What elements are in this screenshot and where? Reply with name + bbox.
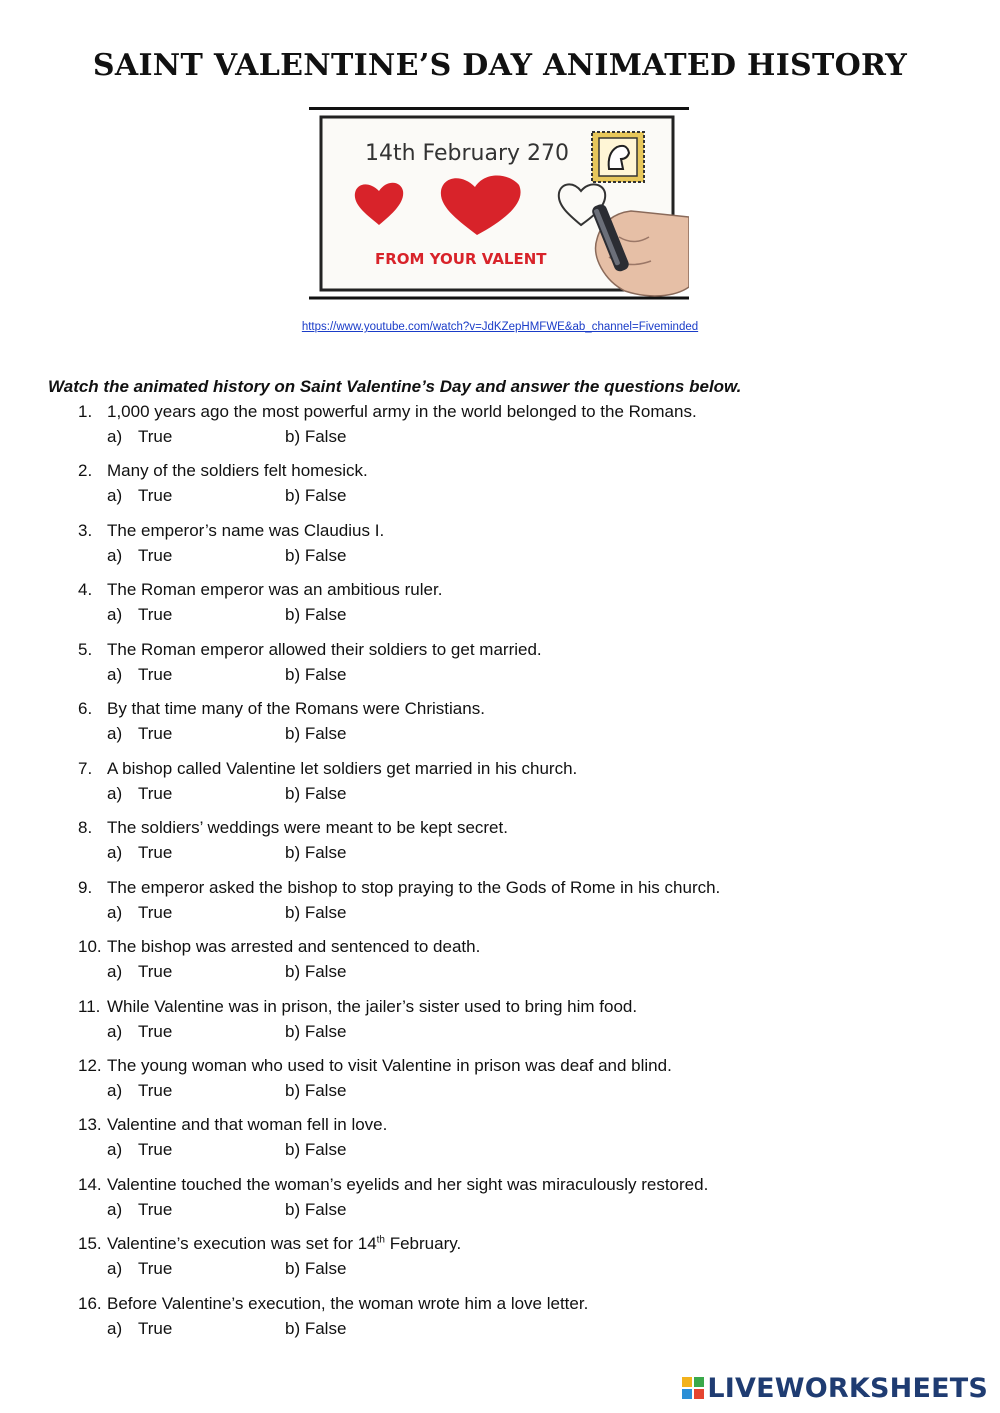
question-text: A bishop called Valentine let soldiers get married in his church. <box>107 759 578 778</box>
question-item <box>0 818 1000 874</box>
question-item <box>0 759 1000 815</box>
question-number: 13. <box>78 1115 102 1134</box>
option-false[interactable]: b) False <box>285 962 347 981</box>
video-link[interactable]: https://www.youtube.com/watch?v=JdKZepHMFWE&ab_channel=Fiveminded <box>301 321 699 333</box>
option-a-letter: a) <box>107 903 123 922</box>
question-item <box>0 878 1000 934</box>
option-a-letter: a) <box>107 1259 123 1278</box>
option-a-letter: a) <box>107 843 123 862</box>
question-number: 16. <box>78 1294 102 1313</box>
option-a-letter: a) <box>107 1319 123 1338</box>
option-a-letter: a) <box>107 605 123 624</box>
option-false[interactable]: b) False <box>285 1200 347 1219</box>
option-false[interactable]: b) False <box>285 427 347 446</box>
question-item <box>0 640 1000 696</box>
question-number: 4. <box>78 580 93 599</box>
liveworksheets-footer[interactable] <box>682 1373 988 1403</box>
option-false[interactable]: b) False <box>285 546 347 565</box>
question-number: 7. <box>78 759 93 778</box>
question-item <box>0 1234 1000 1290</box>
valentine-video-thumbnail[interactable] <box>309 107 689 300</box>
question-number: 3. <box>78 521 93 540</box>
question-text: The emperor asked the bishop to stop praying to the Gods of Rome in his church. <box>107 878 721 897</box>
question-item <box>0 580 1000 636</box>
option-true[interactable]: True <box>138 486 173 505</box>
option-false[interactable]: b) False <box>285 1081 347 1100</box>
question-item <box>0 1115 1000 1171</box>
option-a-letter: a) <box>107 1081 123 1100</box>
option-a-letter: a) <box>107 1022 123 1041</box>
question-number: 1. <box>78 402 93 421</box>
option-a-letter: a) <box>107 546 123 565</box>
option-false[interactable]: b) False <box>285 1319 347 1338</box>
option-false[interactable]: b) False <box>285 1140 347 1159</box>
instructions-text: Watch the animated history on Saint Valentine’s Day and answer the questions below. <box>48 377 742 396</box>
option-true[interactable]: True <box>138 1081 173 1100</box>
question-text: The soldiers’ weddings were meant to be kept secret. <box>107 818 508 837</box>
question-text <box>107 1234 461 1254</box>
option-true[interactable]: True <box>138 1140 173 1159</box>
option-false[interactable]: b) False <box>285 1259 347 1278</box>
question-number: 8. <box>78 818 93 837</box>
option-true[interactable]: True <box>138 962 173 981</box>
question-number: 14. <box>78 1175 102 1194</box>
question-text: The emperor’s name was Claudius I. <box>107 521 385 540</box>
question-text: Valentine and that woman fell in love. <box>107 1115 388 1134</box>
option-false[interactable]: b) False <box>285 724 347 743</box>
option-true[interactable]: True <box>138 724 173 743</box>
question-text: The Roman emperor allowed their soldiers to get married. <box>107 640 542 659</box>
option-a-letter: a) <box>107 486 123 505</box>
option-true[interactable]: True <box>138 427 173 446</box>
option-true[interactable]: True <box>138 665 173 684</box>
valentine-card-illustration <box>309 107 689 300</box>
question-text-after: February. <box>385 1234 462 1253</box>
option-a-letter: a) <box>107 665 123 684</box>
option-false[interactable]: b) False <box>285 486 347 505</box>
option-true[interactable]: True <box>138 1200 173 1219</box>
stamp-icon <box>592 132 644 182</box>
question-number: 5. <box>78 640 93 659</box>
option-true[interactable]: True <box>138 903 173 922</box>
question-item <box>0 937 1000 993</box>
question-number: 2. <box>78 461 93 480</box>
question-item <box>0 699 1000 755</box>
question-item <box>0 521 1000 577</box>
question-number: 10. <box>78 937 102 956</box>
question-text: While Valentine was in prison, the jailer’s sister used to bring him food. <box>107 997 638 1016</box>
question-number: 15. <box>78 1234 102 1253</box>
option-false[interactable]: b) False <box>285 784 347 803</box>
question-number: 9. <box>78 878 93 897</box>
question-text: By that time many of the Romans were Christians. <box>107 699 485 718</box>
question-text: 1,000 years ago the most powerful army in the world belonged to the Romans. <box>107 402 697 421</box>
option-a-letter: a) <box>107 427 123 446</box>
option-true[interactable]: True <box>138 546 173 565</box>
question-text-main: Valentine’s execution was set for 14 <box>107 1234 377 1253</box>
option-true[interactable]: True <box>138 605 173 624</box>
option-true[interactable]: True <box>138 1259 173 1278</box>
option-a-letter: a) <box>107 1140 123 1159</box>
option-a-letter: a) <box>107 784 123 803</box>
option-true[interactable]: True <box>138 843 173 862</box>
option-true[interactable]: True <box>138 1319 173 1338</box>
question-item <box>0 997 1000 1053</box>
option-false[interactable]: b) False <box>285 665 347 684</box>
option-false[interactable]: b) False <box>285 843 347 862</box>
question-number: 12. <box>78 1056 102 1075</box>
question-item <box>0 402 1000 458</box>
option-a-letter: a) <box>107 962 123 981</box>
question-text: The Roman emperor was an ambitious ruler. <box>107 580 443 599</box>
liveworksheets-brand: LIVEWORKSHEETS <box>707 1372 988 1404</box>
question-item <box>0 1294 1000 1350</box>
option-false[interactable]: b) False <box>285 1022 347 1041</box>
question-item <box>0 1175 1000 1231</box>
page-title: SAINT VALENTINE’S DAY ANIMATED HISTORY <box>92 48 908 83</box>
option-false[interactable]: b) False <box>285 903 347 922</box>
option-true[interactable]: True <box>138 1022 173 1041</box>
question-text: Valentine touched the woman’s eyelids and her sight was miraculously restored. <box>107 1175 709 1194</box>
question-text: The bishop was arrested and sentenced to death. <box>107 937 481 956</box>
question-item <box>0 1056 1000 1112</box>
card-date-text: 14th February 270 <box>365 141 570 166</box>
question-text: Before Valentine’s execution, the woman wrote him a love letter. <box>107 1294 589 1313</box>
question-item <box>0 461 1000 517</box>
question-number: 11. <box>78 997 101 1016</box>
liveworksheets-logo-icon <box>682 1377 704 1399</box>
question-number: 6. <box>78 699 93 718</box>
option-false[interactable]: b) False <box>285 605 347 624</box>
card-from-text: FROM YOUR VALENT <box>375 250 547 268</box>
question-superscript: th <box>376 1234 385 1246</box>
option-true[interactable]: True <box>138 784 173 803</box>
option-a-letter: a) <box>107 724 123 743</box>
option-a-letter: a) <box>107 1200 123 1219</box>
question-text: Many of the soldiers felt homesick. <box>107 461 368 480</box>
question-text: The young woman who used to visit Valentine in prison was deaf and blind. <box>107 1056 672 1075</box>
